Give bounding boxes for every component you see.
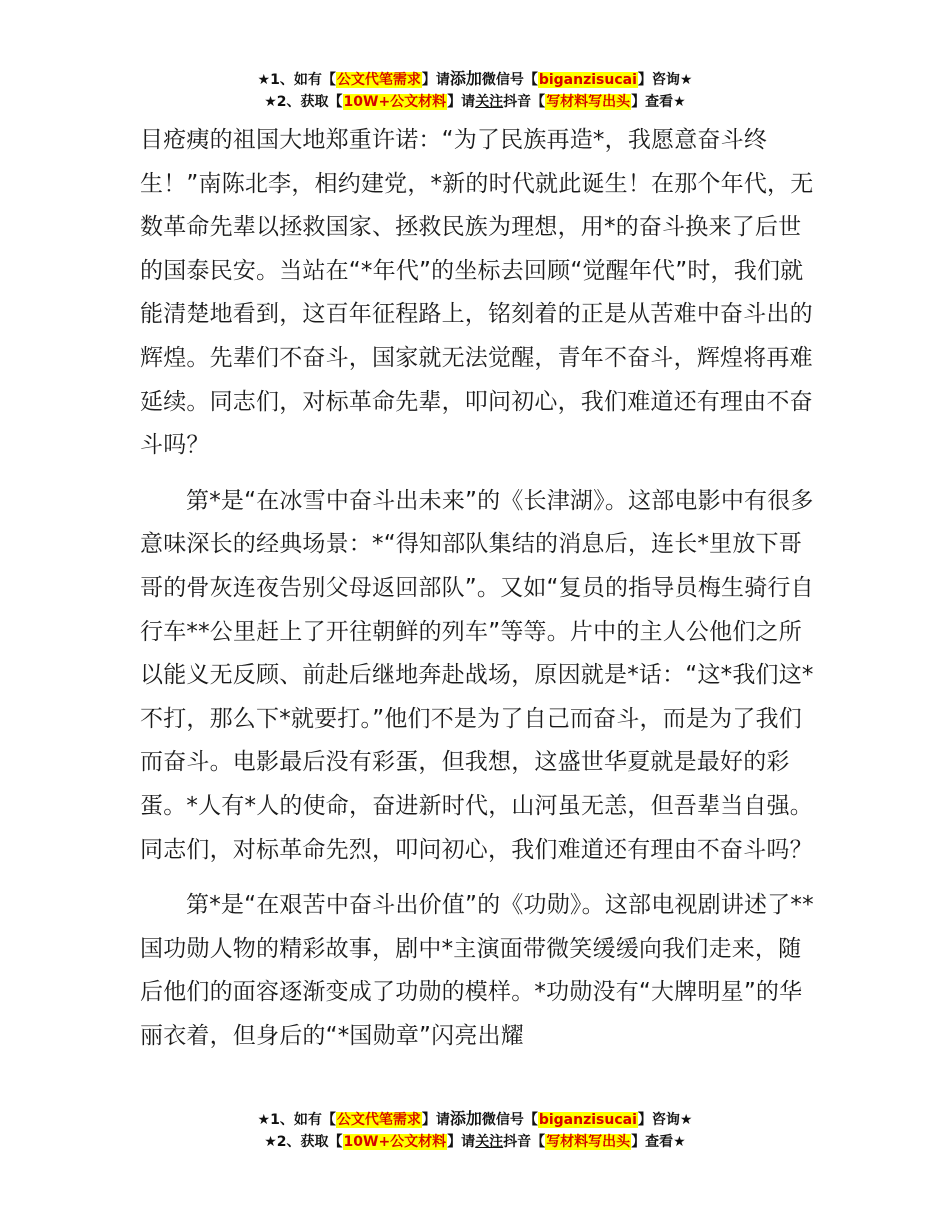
banner-text: 微信号【	[481, 72, 538, 88]
paragraph-3: 第*是“在艰苦中奋斗出价值”的《功勋》。这部电视剧讲述了**国功勋人物的精彩故事，剧中*主演面带微笑缓缓向我们走来，随后他们的面容逐渐变成了功勋的模样。*功勋没有“大牌明星”的华丽衣着，但身后的“*国勋章”闪亮出耀	[140, 892, 814, 1049]
highlight-text: 10W+公文材料	[343, 1134, 447, 1150]
banner-text: 】查看★	[631, 94, 686, 110]
paragraph-1: 目疮痍的祖国大地郑重许诺：“为了民族再造*，我愿意奋斗终生！”南陈北李，相约建党，*新的时代就此诞生！在那个年代，无数革命先辈以拯救国家、拯救民族为理想，用*的奋斗换来了后世的国泰民安。当站在“*年代”的坐标去回顾“觉醒年代”时，我们就能清楚地看到，这百年征程路上，铭刻着的正是从苦难中奋斗出的辉煌。先辈们不奋斗，国家就无法觉醒，青年不奋斗，辉煌将再难延续。同志们，对标革命先辈，叩问初心，我们难道还有理由不奋斗吗？	[140, 127, 814, 459]
header-banner	[0, 68, 950, 113]
banner-line-1	[0, 1108, 950, 1131]
banner-text: 微信号【	[481, 1112, 538, 1128]
banner-text: 抖音【	[503, 94, 546, 110]
banner-text: 】请	[447, 1134, 476, 1150]
banner-text: 】请	[421, 72, 450, 88]
highlight-text: 10W+公文材料	[343, 94, 447, 110]
document-body	[140, 119, 820, 1058]
paragraph-2: 第*是“在冰雪中奋斗出未来”的《长津湖》。这部电影中有很多意味深长的经典场景：*“得知部队集结的消息后，连长*里放下哥哥的骨灰连夜告别父母返回部队”。又如“复员的指导员梅生骑行自行车**公里赶上了开往朝鲜的列车”等等。片中的主人公他们之所以能义无反顾、前赴后继地奔赴战场，原因就是*话：“这*我们这*不打，那么下*就要打。”他们不是为了自己而奋斗，而是为了我们而奋斗。电影最后没有彩蛋，但我想，这盛世华夏就是最好的彩蛋。*人有*人的使命，奋进新时代，山河虽无恙，但吾辈当自强。同志们，对标革命先烈，叩问初心，我们难道还有理由不奋斗吗？	[140, 487, 814, 863]
banner-text: 】请	[447, 94, 476, 110]
banner-emphasis: 添加	[449, 69, 482, 88]
banner-emphasis: 添加	[449, 1109, 482, 1128]
highlight-text: 公文代笔需求	[336, 1112, 421, 1128]
banner-text: 】请	[421, 1112, 450, 1128]
banner-underlined: 关注	[475, 94, 504, 110]
wechat-id-highlight: biganzisucai	[538, 72, 637, 88]
banner-line-2	[0, 91, 950, 113]
banner-text: ★2、获取【	[264, 94, 343, 110]
banner-text: ★1、如有【	[257, 72, 336, 88]
banner-text: 】查看★	[631, 1134, 686, 1150]
highlight-text: 公文代笔需求	[336, 72, 421, 88]
banner-text: ★1、如有【	[257, 1112, 336, 1128]
douyin-highlight: 写材料写出头	[546, 94, 631, 110]
banner-text: 】咨询★	[637, 72, 693, 88]
banner-text: 】咨询★	[637, 1112, 693, 1128]
footer-banner	[0, 1108, 950, 1153]
banner-line-1	[0, 68, 950, 91]
douyin-highlight: 写材料写出头	[546, 1134, 631, 1150]
banner-text: 抖音【	[503, 1134, 546, 1150]
banner-underlined: 关注	[475, 1134, 504, 1150]
banner-line-2	[0, 1131, 950, 1153]
wechat-id-highlight: biganzisucai	[538, 1112, 637, 1128]
banner-text: ★2、获取【	[264, 1134, 343, 1150]
